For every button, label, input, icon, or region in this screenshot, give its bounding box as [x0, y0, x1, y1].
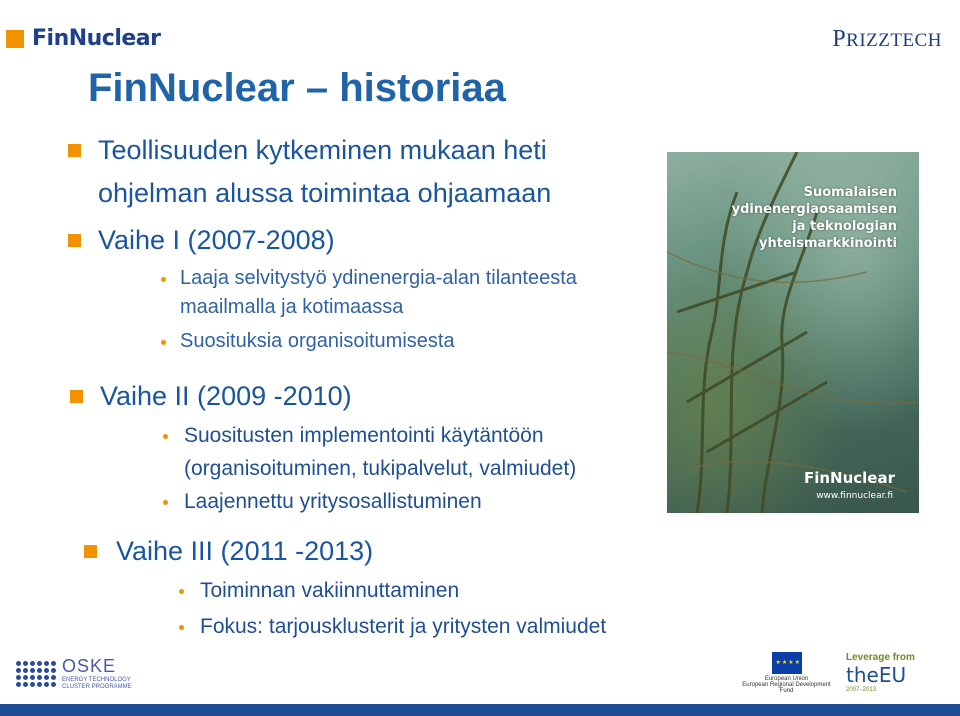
brochure-cover-image — [667, 152, 919, 513]
bullet-2-sub1-line1: Laaja selvitystyö ydinenergia-alan tilanteesta — [180, 267, 577, 289]
bullet-2: Vaihe I (2007-2008) — [98, 225, 335, 255]
sub-bullet-dot-icon — [179, 589, 184, 594]
oske-text — [62, 656, 132, 691]
finnuclear-logo — [6, 26, 161, 51]
prizztech-rizz: RIZZ — [846, 30, 891, 51]
bullet-4-sub2: Fokus: tarjousklusterit ja yritysten valmiudet — [200, 615, 607, 638]
oske-name: OSKE — [62, 656, 117, 676]
oske-line1: ENERGY TECHNOLOGY — [62, 677, 131, 683]
sub-bullet-dot-icon — [163, 500, 168, 505]
footer-bar — [0, 704, 960, 716]
bullet-4-sub1: Toiminnan vakiinnuttaminen — [200, 579, 460, 602]
sub-bullet-dot-icon — [163, 434, 168, 439]
bullet-3-sub1-line1: Suositusten implementointi käytäntöön — [184, 424, 544, 447]
prizztech-tech: TECH — [890, 30, 942, 51]
bullet-square-icon — [70, 390, 83, 403]
oske-dots-icon — [16, 661, 56, 687]
cover-brand: FinNuclear — [803, 469, 895, 487]
bullet-2-sub1-line2: maailmalla ja kotimaassa — [180, 296, 404, 318]
bullet-2-sub2: Suosituksia organisoitumisesta — [180, 330, 455, 352]
leverage-years: 2007–2013 — [846, 687, 877, 693]
bullet-square-icon — [68, 234, 81, 247]
logo-square-icon — [6, 30, 24, 48]
cover-title-line3: ja teknologian — [792, 219, 897, 234]
bullet-4: Vaihe III (2011 -2013) — [116, 536, 374, 566]
bullet-square-icon — [84, 545, 97, 558]
eu-line2: European Regional Development Fund — [742, 682, 831, 694]
finnuclear-logo-text: FinNuclear — [32, 26, 161, 51]
eu-flag-icon — [772, 652, 802, 674]
cover-title-line1: Suomalaisen — [803, 185, 897, 200]
bullet-3: Vaihe II (2009 -2010) — [100, 381, 352, 411]
bullet-square-icon — [68, 144, 81, 157]
eu-logo — [735, 652, 838, 694]
bullet-1-line2: ohjelman alussa toimintaa ohjaamaan — [98, 178, 552, 208]
eu-line1: European Union — [764, 676, 809, 682]
sub-bullet-dot-icon — [161, 277, 166, 282]
leverage-eu: EU — [878, 663, 907, 687]
sub-bullet-dot-icon — [179, 625, 184, 630]
cover-title-line2: ydinenergiaosaamisen — [731, 202, 897, 217]
leverage-eu-text — [846, 663, 946, 687]
bullet-3-sub2: Laajennettu yritysosallistuminen — [184, 490, 482, 513]
leverage-the: the — [846, 663, 879, 687]
prizztech-p: P — [832, 26, 847, 52]
oske-line2: CLUSTER PROGRAMME — [62, 684, 132, 690]
bullet-3-sub1-line2: (organisoituminen, tukipalvelut, valmiudet) — [184, 457, 577, 480]
bullet-1-line1: Teollisuuden kytkeminen mukaan heti — [98, 135, 547, 165]
prizztech-logo — [832, 26, 942, 53]
cover-url: www.finnuclear.fi — [816, 491, 893, 501]
sub-bullet-dot-icon — [161, 340, 166, 345]
oske-logo — [16, 656, 132, 691]
leverage-top-text: Leverage from — [846, 652, 915, 663]
cover-title-line4: yhteismarkkinointi — [759, 236, 897, 251]
slide-title: FinNuclear – historiaa — [88, 66, 506, 110]
cover-title — [732, 184, 897, 252]
leverage-eu-logo — [846, 652, 946, 693]
